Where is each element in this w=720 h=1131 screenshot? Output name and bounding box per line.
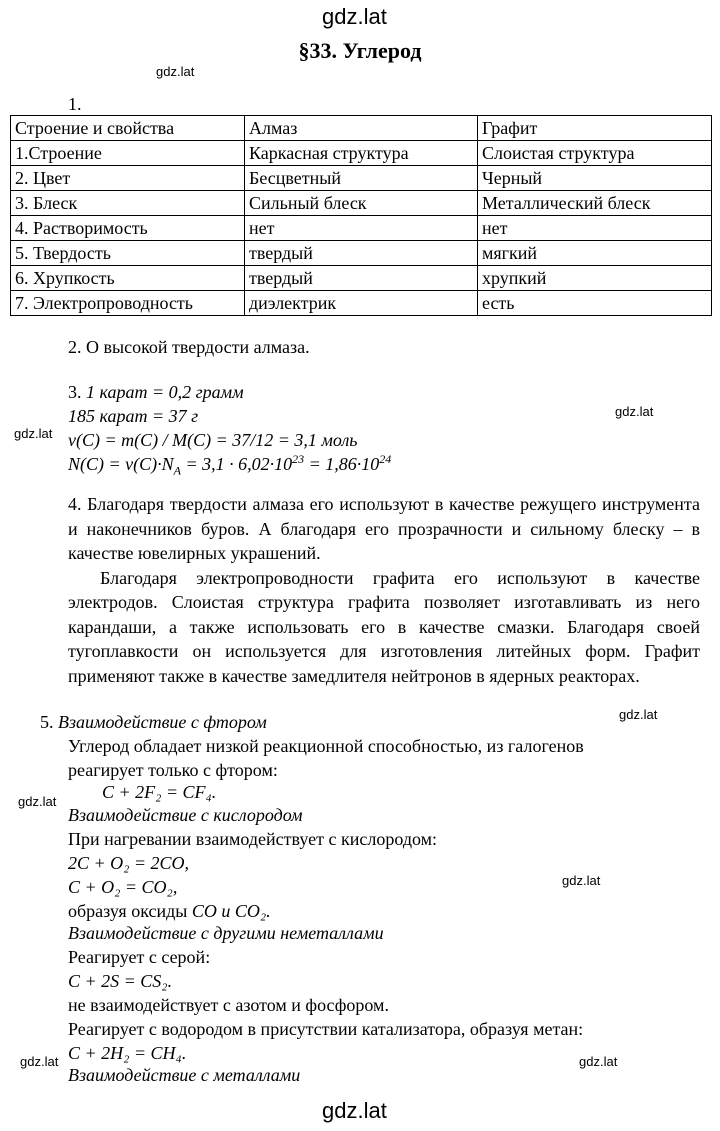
table-row (11, 266, 712, 291)
formula-superscript: 23 (292, 452, 305, 466)
text-line: При нагревании взаимодействует с кислородом: (68, 829, 438, 849)
table-header-cell: Графит (478, 116, 712, 141)
question-4-answer (68, 492, 700, 688)
table-cell: 6. Хрупкость (11, 266, 245, 291)
table-cell: нет (478, 216, 712, 241)
watermark: gdz.lat (156, 64, 195, 79)
section-heading-oxygen: Взаимодействие с кислородом (68, 805, 303, 825)
carat-conversion: 1 карат = 0,2 грамм (86, 382, 244, 402)
table-cell: Каркасная структура (245, 141, 478, 166)
page-title: §33. Углерод (298, 38, 422, 63)
text-line: реагирует только с фтором: (68, 760, 278, 780)
table-cell: хрупкий (478, 266, 712, 291)
table-cell: твердый (245, 241, 478, 266)
text-line: Реагирует с серой: (68, 947, 211, 967)
watermark: gdz.lat (615, 404, 654, 419)
text-line (68, 899, 271, 923)
watermark: gdz.lat (20, 1054, 59, 1069)
equation: C + 2H₂ = CH₄. (68, 1043, 187, 1063)
table-cell: 4. Растворимость (11, 216, 245, 241)
section-heading-metals: Взаимодействие с металлами (68, 1065, 301, 1085)
paragraph: Благодаря электропроводности графита его используют в качестве электродов. Слоистая структура графита позволяет изготавливать из него карандаши, а также использовать его в качестве смазки. Благодаря своей тугоплавкости он используется для изготовления литейных форм. Графит применяют также в качестве замедлителя нейтронов в ядерных реакторах. (68, 567, 700, 686)
table-row (11, 216, 712, 241)
table-cell: мягкий (478, 241, 712, 266)
formula-superscript: 24 (379, 452, 392, 466)
table-row (11, 166, 712, 191)
table-cell: 5. Твердость (11, 241, 245, 266)
text-line: не взаимодействует с азотом и фосфором. (68, 995, 389, 1015)
table-cell: 7. Электропроводность (11, 291, 245, 316)
question-5-heading (40, 710, 267, 734)
section-heading-nonmetals: Взаимодействие с другими неметаллами (68, 923, 384, 943)
watermark: gdz.lat (18, 794, 57, 809)
properties-table (10, 115, 712, 316)
text-line: Углерод обладает низкой реакционной способностью, из галогенов (68, 736, 584, 756)
table-cell: нет (245, 216, 478, 241)
question-3-line-3: ν(C) = m(C) / M(C) = 37/12 = 3,1 моль (68, 430, 358, 450)
question-2-answer: 2. О высокой твердости алмаза. (68, 337, 310, 357)
question-3-line-1 (68, 380, 244, 404)
formula-part: = 3,1 · 6,02·10 (180, 454, 293, 474)
table-header-cell: Алмаз (245, 116, 478, 141)
table-cell: диэлектрик (245, 291, 478, 316)
table-cell: Черный (478, 166, 712, 191)
table-cell: 1.Строение (11, 141, 245, 166)
table-cell: Сильный блеск (245, 191, 478, 216)
equation: 2C + O₂ = 2CO, (68, 853, 190, 873)
table-cell: Слоистая структура (478, 141, 712, 166)
formula-part: = 1,86·10 (304, 454, 380, 474)
section-heading-fluorine: Взаимодействие с фтором (58, 712, 267, 732)
watermark-bottom: gdz.lat (322, 1098, 387, 1123)
watermark: gdz.lat (619, 707, 658, 722)
watermark: gdz.lat (562, 873, 601, 888)
question-3-number: 3. (68, 382, 82, 402)
question-3-line-2: 185 карат = 37 г (68, 406, 199, 426)
watermark: gdz.lat (579, 1054, 618, 1069)
table-cell: Бесцветный (245, 166, 478, 191)
text-part: образуя оксиды (68, 901, 192, 921)
question-3-line-4 (68, 452, 391, 476)
equation: C + 2F₂ = CF₄. (102, 782, 217, 802)
oxide-formulas: CO и CO₂. (191, 901, 271, 921)
formula-part: N(C) = ν(C)·N (68, 454, 174, 474)
question-1-number: 1. (68, 94, 82, 114)
table-row (11, 241, 712, 266)
table-cell: твердый (245, 266, 478, 291)
watermark: gdz.lat (14, 426, 53, 441)
equation: C + 2S = CS₂. (68, 971, 173, 991)
table-cell: есть (478, 291, 712, 316)
table-row (11, 291, 712, 316)
equation: C + O₂ = CO₂, (68, 877, 178, 897)
table-header-cell: Строение и свойства (11, 116, 245, 141)
table-row (11, 191, 712, 216)
paragraph: 4. Благодаря твердости алмаза его используют в качестве режущего инструмента и наконечников буров. А благодаря его прозрачности и сильному блеску – в качестве ювелирных украшений. (68, 494, 700, 563)
table-row (11, 141, 712, 166)
table-cell: 3. Блеск (11, 191, 245, 216)
table-cell: 2. Цвет (11, 166, 245, 191)
watermark-top: gdz.lat (322, 4, 387, 29)
formula-subscript: A (173, 463, 181, 478)
text-line: Реагирует с водородом в присутствии катализатора, образуя метан: (68, 1019, 584, 1039)
table-cell: Металлический блеск (478, 191, 712, 216)
table-header-row (11, 116, 712, 141)
question-5-number: 5. (40, 712, 54, 732)
